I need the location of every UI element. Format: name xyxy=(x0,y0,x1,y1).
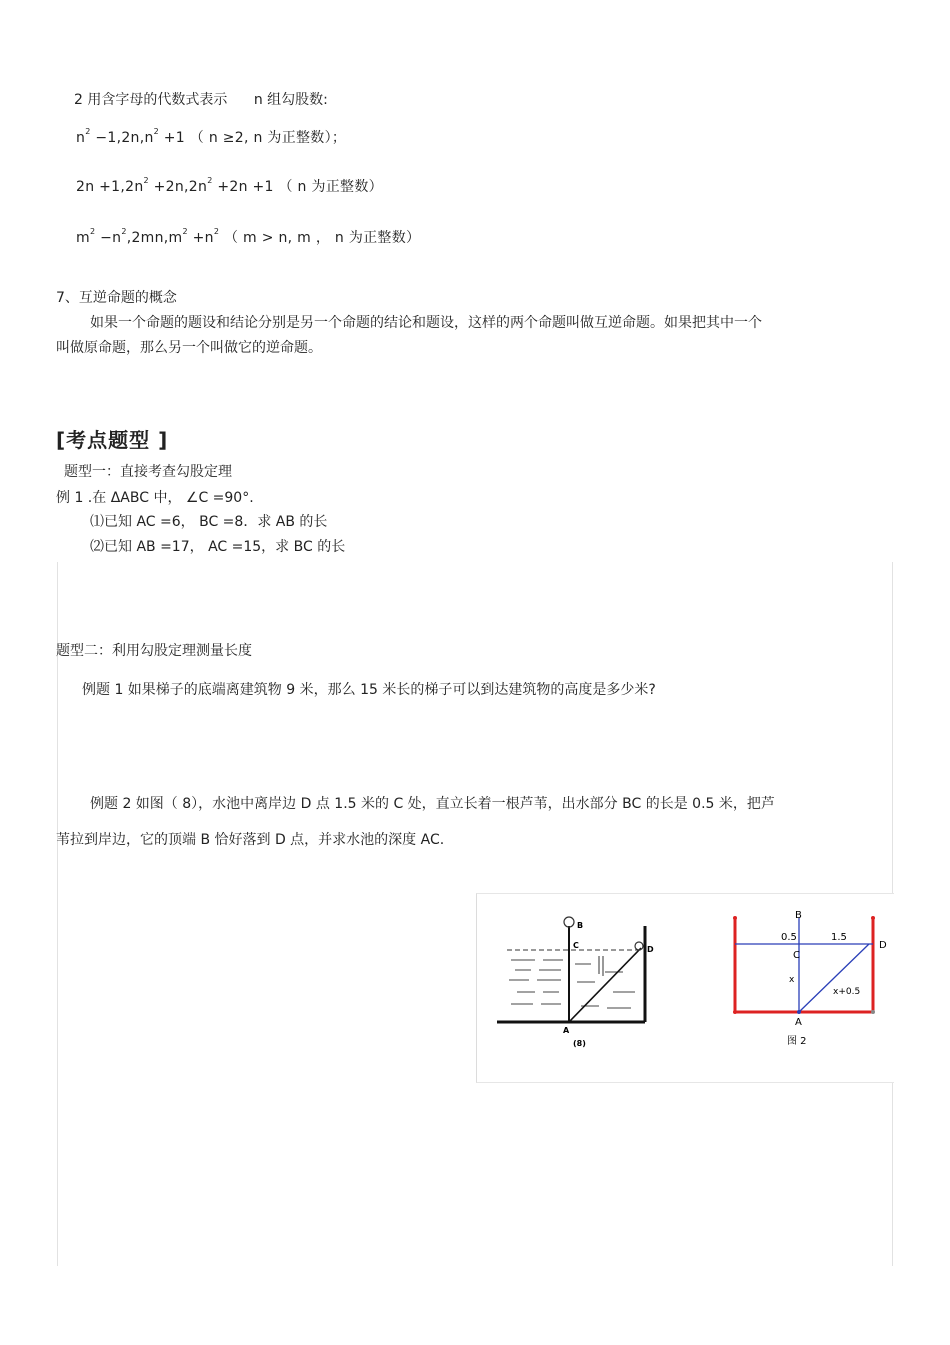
section-7-title: 7、互逆命题的概念 xyxy=(56,290,177,306)
frame-diagram xyxy=(723,908,898,1058)
example-problem-1: 例题 1 如果梯子的底端离建筑物 9 米，那么 15 米长的梯子可以到达建筑物的高度是多少米? xyxy=(82,682,656,698)
example-problem-2-line-1: 例题 2 如图（ 8），水池中离岸边 D 点 1.5 米的 C 处，直立长着一根芦苇，出水部分 BC 的长是 0.5 米，把芦 xyxy=(90,796,775,812)
figure-box xyxy=(476,893,894,1083)
pond-label-b: B xyxy=(577,921,584,930)
pond-label-c: C xyxy=(573,941,579,950)
example-1: 例 1 .在 ΔABC 中， ∠C =90°. xyxy=(56,490,254,506)
type-1-title: 题型一：直接考查勾股定理 xyxy=(64,464,232,480)
frame-label-05: 0.5 xyxy=(781,932,797,943)
formula-3: $m^2 -n^2,2mn,m^2 +n^2$ （ m > n, m ， n 为正整数） xyxy=(76,227,421,246)
formula-2-note: （ n 为正整数） xyxy=(278,179,383,195)
pond-label-a: A xyxy=(563,1026,570,1035)
pond-caption: (8) xyxy=(573,1039,586,1048)
formula-1: $n^2 -1,2n,n^2 +1$ （ n ≥2, n 为正整数）； xyxy=(76,127,347,146)
section-7-paragraph-2: 叫做原命题，那么另一个叫做它的逆命题。 xyxy=(56,340,322,356)
frame-left-line xyxy=(57,562,58,1266)
pond-diagram xyxy=(495,912,675,1052)
frame-label-a: A xyxy=(795,1017,802,1028)
frame-label-c: C xyxy=(793,950,800,961)
kaodian-heading: [考点题型 ] xyxy=(56,428,169,452)
frame-label-x05: x+0.5 xyxy=(833,987,861,997)
triples-intro-a: 2 用含字母的代数式表示 xyxy=(74,92,228,108)
frame-label-d: D xyxy=(879,940,887,951)
formula-2: $2n +1,2n^2 +2n,2n^2 +2n +1$ （ n 为正整数） xyxy=(76,176,383,195)
example-1-q1: ⑴已知 AC =6， BC =8．求 AB 的长 xyxy=(90,514,328,530)
frame-label-15: 1.5 xyxy=(831,932,847,943)
pond-label-d: D xyxy=(647,945,654,954)
example-problem-2-line-2: 苇拉到岸边，它的顶端 B 恰好落到 D 点，并求水池的深度 AC. xyxy=(56,832,445,848)
formula-3-note: （ m > n, m ， n 为正整数） xyxy=(223,230,421,246)
type-2-title: 题型二：利用勾股定理测量长度 xyxy=(56,643,252,659)
example-1-q2: ⑵已知 AB =17， AC =15，求 BC 的长 xyxy=(90,539,346,555)
triples-intro-b: n 组勾股数: xyxy=(253,92,328,108)
frame-caption: 图 2 xyxy=(787,1036,807,1047)
section-7-paragraph-1: 如果一个命题的题设和结论分别是另一个命题的结论和题设，这样的两个命题叫做互逆命题。如果把其中一个 xyxy=(90,315,762,331)
frame-label-b: B xyxy=(795,910,802,921)
frame-label-x: x xyxy=(789,975,795,985)
triples-intro xyxy=(74,89,328,109)
formula-1-note: （ n ≥2, n 为正整数）； xyxy=(189,130,347,146)
